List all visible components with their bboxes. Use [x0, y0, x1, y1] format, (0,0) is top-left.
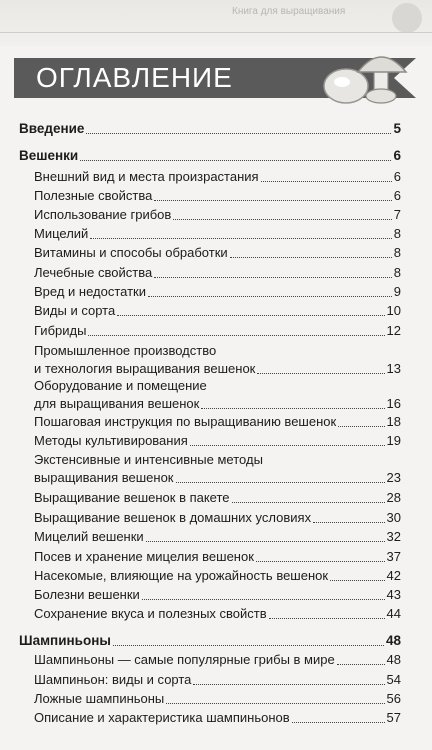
dot-leader [90, 238, 391, 239]
dot-leader [80, 160, 391, 161]
toc-entry[interactable] [34, 414, 401, 430]
toc-entry-title: Гибриды [34, 323, 87, 338]
toc-entry-page: 8 [393, 226, 401, 241]
toc-entry[interactable] [34, 606, 401, 622]
toc-entry-page: 32 [386, 529, 401, 544]
toc-entry-page: 48 [386, 652, 401, 667]
toc-entry-page: 23 [386, 470, 401, 485]
toc-entry-page: 43 [386, 587, 401, 602]
toc-entry-title: Шампиньоны [19, 633, 111, 648]
toc-entry-title: Внешний вид и места произрастания [34, 169, 259, 184]
dot-leader [337, 664, 385, 665]
dot-leader [113, 645, 384, 646]
toc-entry-page: 8 [393, 265, 401, 280]
toc-entry-title-line1: Экстенсивные и интенсивные методы [34, 452, 263, 467]
toc-entry[interactable] [34, 510, 401, 526]
dot-leader [330, 580, 384, 581]
toc-entry[interactable] [34, 323, 401, 339]
toc-entry-title: Сохранение вкуса и полезных свойств [34, 606, 267, 621]
toc-entry-title: для выращивания вешенок [34, 396, 200, 411]
toc-section-intro[interactable] [19, 121, 401, 137]
toc-entry-page: 16 [386, 396, 401, 411]
toc-section-champignons[interactable] [19, 633, 401, 649]
dot-leader [117, 315, 384, 316]
dot-leader [173, 219, 391, 220]
toc-entry-page: 10 [386, 303, 401, 318]
dot-leader [232, 502, 385, 503]
toc-entry[interactable] [34, 652, 401, 668]
dot-leader [86, 133, 391, 134]
dot-leader [142, 599, 385, 600]
toc-entry-title: Виды и сорта [34, 303, 116, 318]
toc-entry[interactable] [34, 433, 401, 449]
toc-section-veshenki[interactable] [19, 148, 401, 164]
toc-entry-title: Шампиньон: виды и сорта [34, 672, 192, 687]
toc-entry[interactable] [34, 691, 401, 707]
toc-entry-page: 37 [386, 549, 401, 564]
dot-leader [154, 200, 391, 201]
toc-entry[interactable] [34, 587, 401, 603]
toc-entry-title: Вред и недостатки [34, 284, 147, 299]
toc-entry[interactable] [34, 245, 401, 261]
dot-leader [313, 522, 384, 523]
toc-entry-page: 44 [386, 606, 401, 621]
toc-entry-title: Ложные шампиньоны [34, 691, 165, 706]
toc-entry[interactable] [34, 529, 401, 545]
dot-leader [193, 684, 384, 685]
toc-entry-page: 6 [393, 169, 401, 184]
toc-entry-title: Мицелий [34, 226, 89, 241]
toc-entry[interactable] [34, 265, 401, 281]
toc-entry-page: 56 [386, 691, 401, 706]
dot-leader [292, 722, 385, 723]
dot-leader [154, 277, 392, 278]
toc-entry[interactable] [34, 710, 401, 726]
toc-entry[interactable] [34, 207, 401, 223]
running-header: Книга для выращивания [232, 6, 346, 17]
toc-entry-page: 30 [386, 510, 401, 525]
toc-entry-title: Насекомые, влияющие на урожайность вешенок [34, 568, 329, 583]
toc-entry-page: 12 [386, 323, 401, 338]
toc-entry-page: 8 [393, 245, 401, 260]
toc-entry-title: и технология выращивания вешенок [34, 361, 256, 376]
toc-entry[interactable] [34, 568, 401, 584]
toc-entry-title: Описание и характеристика шампиньонов [34, 710, 290, 725]
dot-leader [166, 703, 384, 704]
toc-entry[interactable] [34, 169, 401, 185]
toc-entry-page: 9 [393, 284, 401, 299]
toc-entry-title: Лечебные свойства [34, 265, 153, 280]
toc-entry-title: Выращивание вешенок в пакете [34, 490, 230, 505]
toc-entry[interactable] [34, 490, 401, 506]
toc-entry[interactable] [34, 226, 401, 242]
dot-leader [256, 561, 385, 562]
toc-entry-page: 42 [386, 568, 401, 583]
dot-leader [88, 335, 384, 336]
toc-entry-title: Мицелий вешенки [34, 529, 144, 544]
dot-leader [201, 408, 384, 409]
banner-title: ОГЛАВЛЕНИЕ [36, 62, 233, 93]
toc-entry[interactable] [34, 396, 401, 412]
toc-entry-title: Болезни вешенки [34, 587, 140, 602]
toc-entry-page: 57 [386, 710, 401, 725]
toc-entry-title-line1: Промышленное производство [34, 343, 217, 358]
toc-entry-page: 6 [393, 188, 401, 203]
toc-entry-title: Пошаговая инструкция по выращиванию вешенок [34, 414, 337, 429]
toc-entry[interactable] [34, 549, 401, 565]
toc-entry-title-line1: Оборудование и помещение [34, 378, 207, 393]
dot-leader [338, 426, 384, 427]
dot-leader [190, 445, 385, 446]
toc-entry-title: Введение [19, 121, 85, 136]
toc-entry[interactable] [34, 672, 401, 688]
toc-entry-title: Вешенки [19, 148, 79, 163]
dot-leader [176, 482, 385, 483]
dot-leader [261, 181, 392, 182]
toc-entry-page: 54 [386, 672, 401, 687]
toc-entry-page: 48 [385, 633, 401, 648]
toc-entry-page: 18 [386, 414, 401, 429]
toc-entry-title: выращивания вешенок [34, 470, 174, 485]
toc-entry-title: Витамины и способы обработки [34, 245, 228, 260]
toc-entry[interactable] [34, 470, 401, 486]
toc-entry-page: 19 [386, 433, 401, 448]
toc-entry[interactable] [34, 188, 401, 204]
dot-leader [269, 618, 385, 619]
dot-leader [257, 373, 384, 374]
toc-entry-title: Шампиньоны — самые популярные грибы в мире [34, 652, 335, 667]
toc-entry[interactable] [34, 303, 401, 319]
toc-entry-title: Посев и хранение мицелия вешенок [34, 549, 254, 564]
toc-entry[interactable] [34, 284, 401, 300]
dot-leader [146, 541, 385, 542]
toc-entry[interactable] [34, 361, 401, 377]
toc-entry-page: 28 [386, 490, 401, 505]
toc-entry-page: 6 [393, 148, 401, 163]
toc-entry-title: Методы культивирования [34, 433, 188, 448]
toc-entry-page: 13 [386, 361, 401, 376]
toc-entry-page: 7 [393, 207, 401, 222]
toc-entry-title: Выращивание вешенок в домашних условиях [34, 510, 312, 525]
toc-entry-title: Использование грибов [34, 207, 172, 222]
toc-entry-title: Полезные свойства [34, 188, 153, 203]
dot-leader [148, 296, 392, 297]
toc-entry-page: 5 [393, 121, 401, 136]
dot-leader [230, 257, 392, 258]
